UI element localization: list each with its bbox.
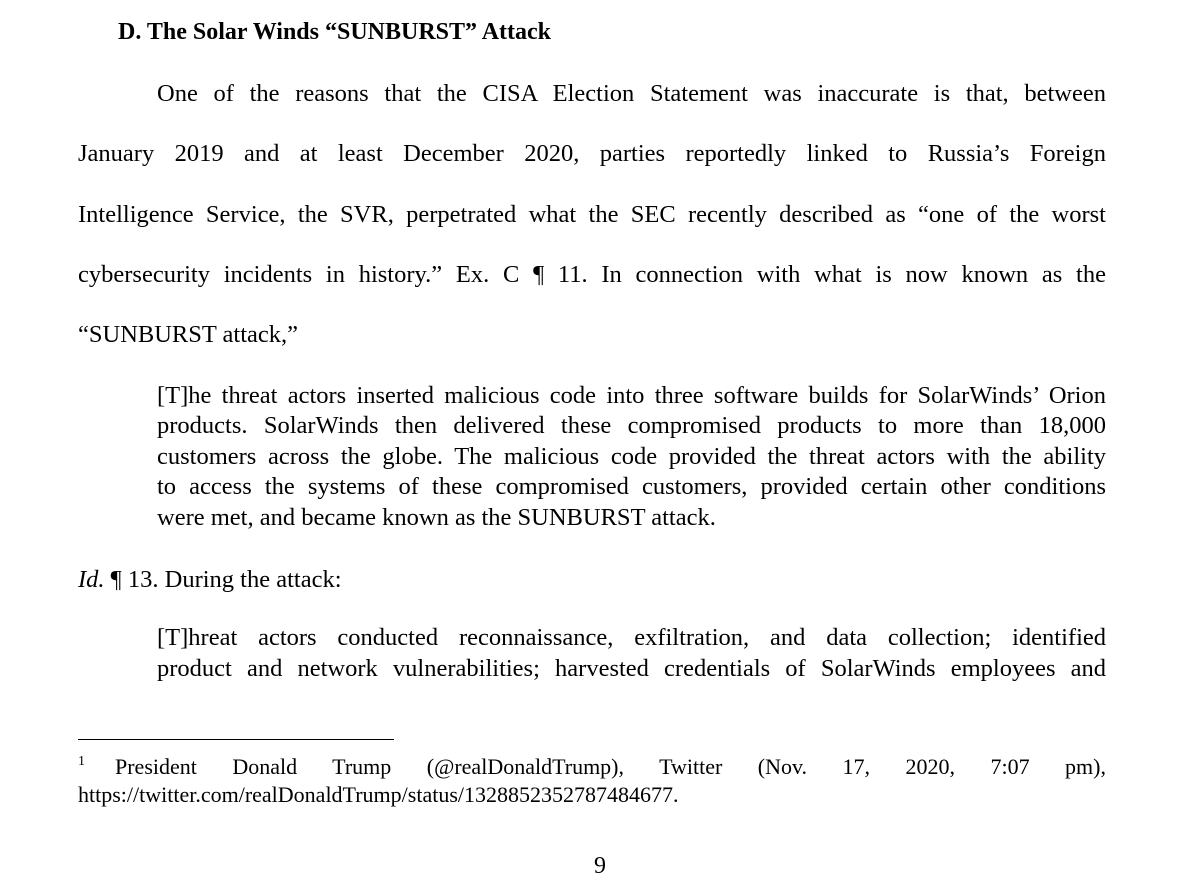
block-quote-line: customers across the globe. The malicious code provided the threat actors with the ability [157,443,1106,470]
footnote-number: 1 [78,754,85,769]
footnote-line: President Donald Trump (@realDonaldTrump), Twitter (Nov. 17, 2020, 7:07 pm), [115,754,1106,779]
paragraph-line: cybersecurity incidents in history.” Ex. C ¶ 11. In connection with what is now known as the [78,261,1106,288]
citation-paragraph [78,564,1106,596]
section-heading: D. The Solar Winds “SUNBURST” Attack [118,19,552,45]
id-citation: Id. [78,566,105,593]
block-quote-line: [T]he threat actors inserted malicious code into three software builds for SolarWinds’ Orion [157,382,1106,409]
block-quote-line: [T]hreat actors conducted reconnaissance, exfiltration, and data collection; identified [157,624,1106,651]
footnote-url: https://twitter.com/realDonaldTrump/status/1328852352787484677. [78,782,679,807]
paragraph-line: One of the reasons that the CISA Election Statement was inaccurate is that, between [157,80,1106,107]
block-quote-line: were met, and became known as the SUNBURST attack. [157,504,716,531]
page-number: 9 [594,853,606,879]
block-quote-line: products. SolarWinds then delivered these compromised products to more than 18,000 [157,412,1106,439]
block-quote-line: product and network vulnerabilities; harvested credentials of SolarWinds employees and [157,655,1106,682]
paragraph-line: Intelligence Service, the SVR, perpetrated what the SEC recently described as “one of the worst [78,201,1106,228]
citation-text: ¶ 13. During the attack: [104,566,342,593]
footnote-separator [78,739,394,740]
paragraph-line: “SUNBURST attack,” [78,321,299,348]
paragraph-line: January 2019 and at least December 2020, parties reportedly linked to Russia’s Foreign [78,140,1106,167]
block-quote-line: to access the systems of these compromised customers, provided certain other conditions [157,473,1106,500]
